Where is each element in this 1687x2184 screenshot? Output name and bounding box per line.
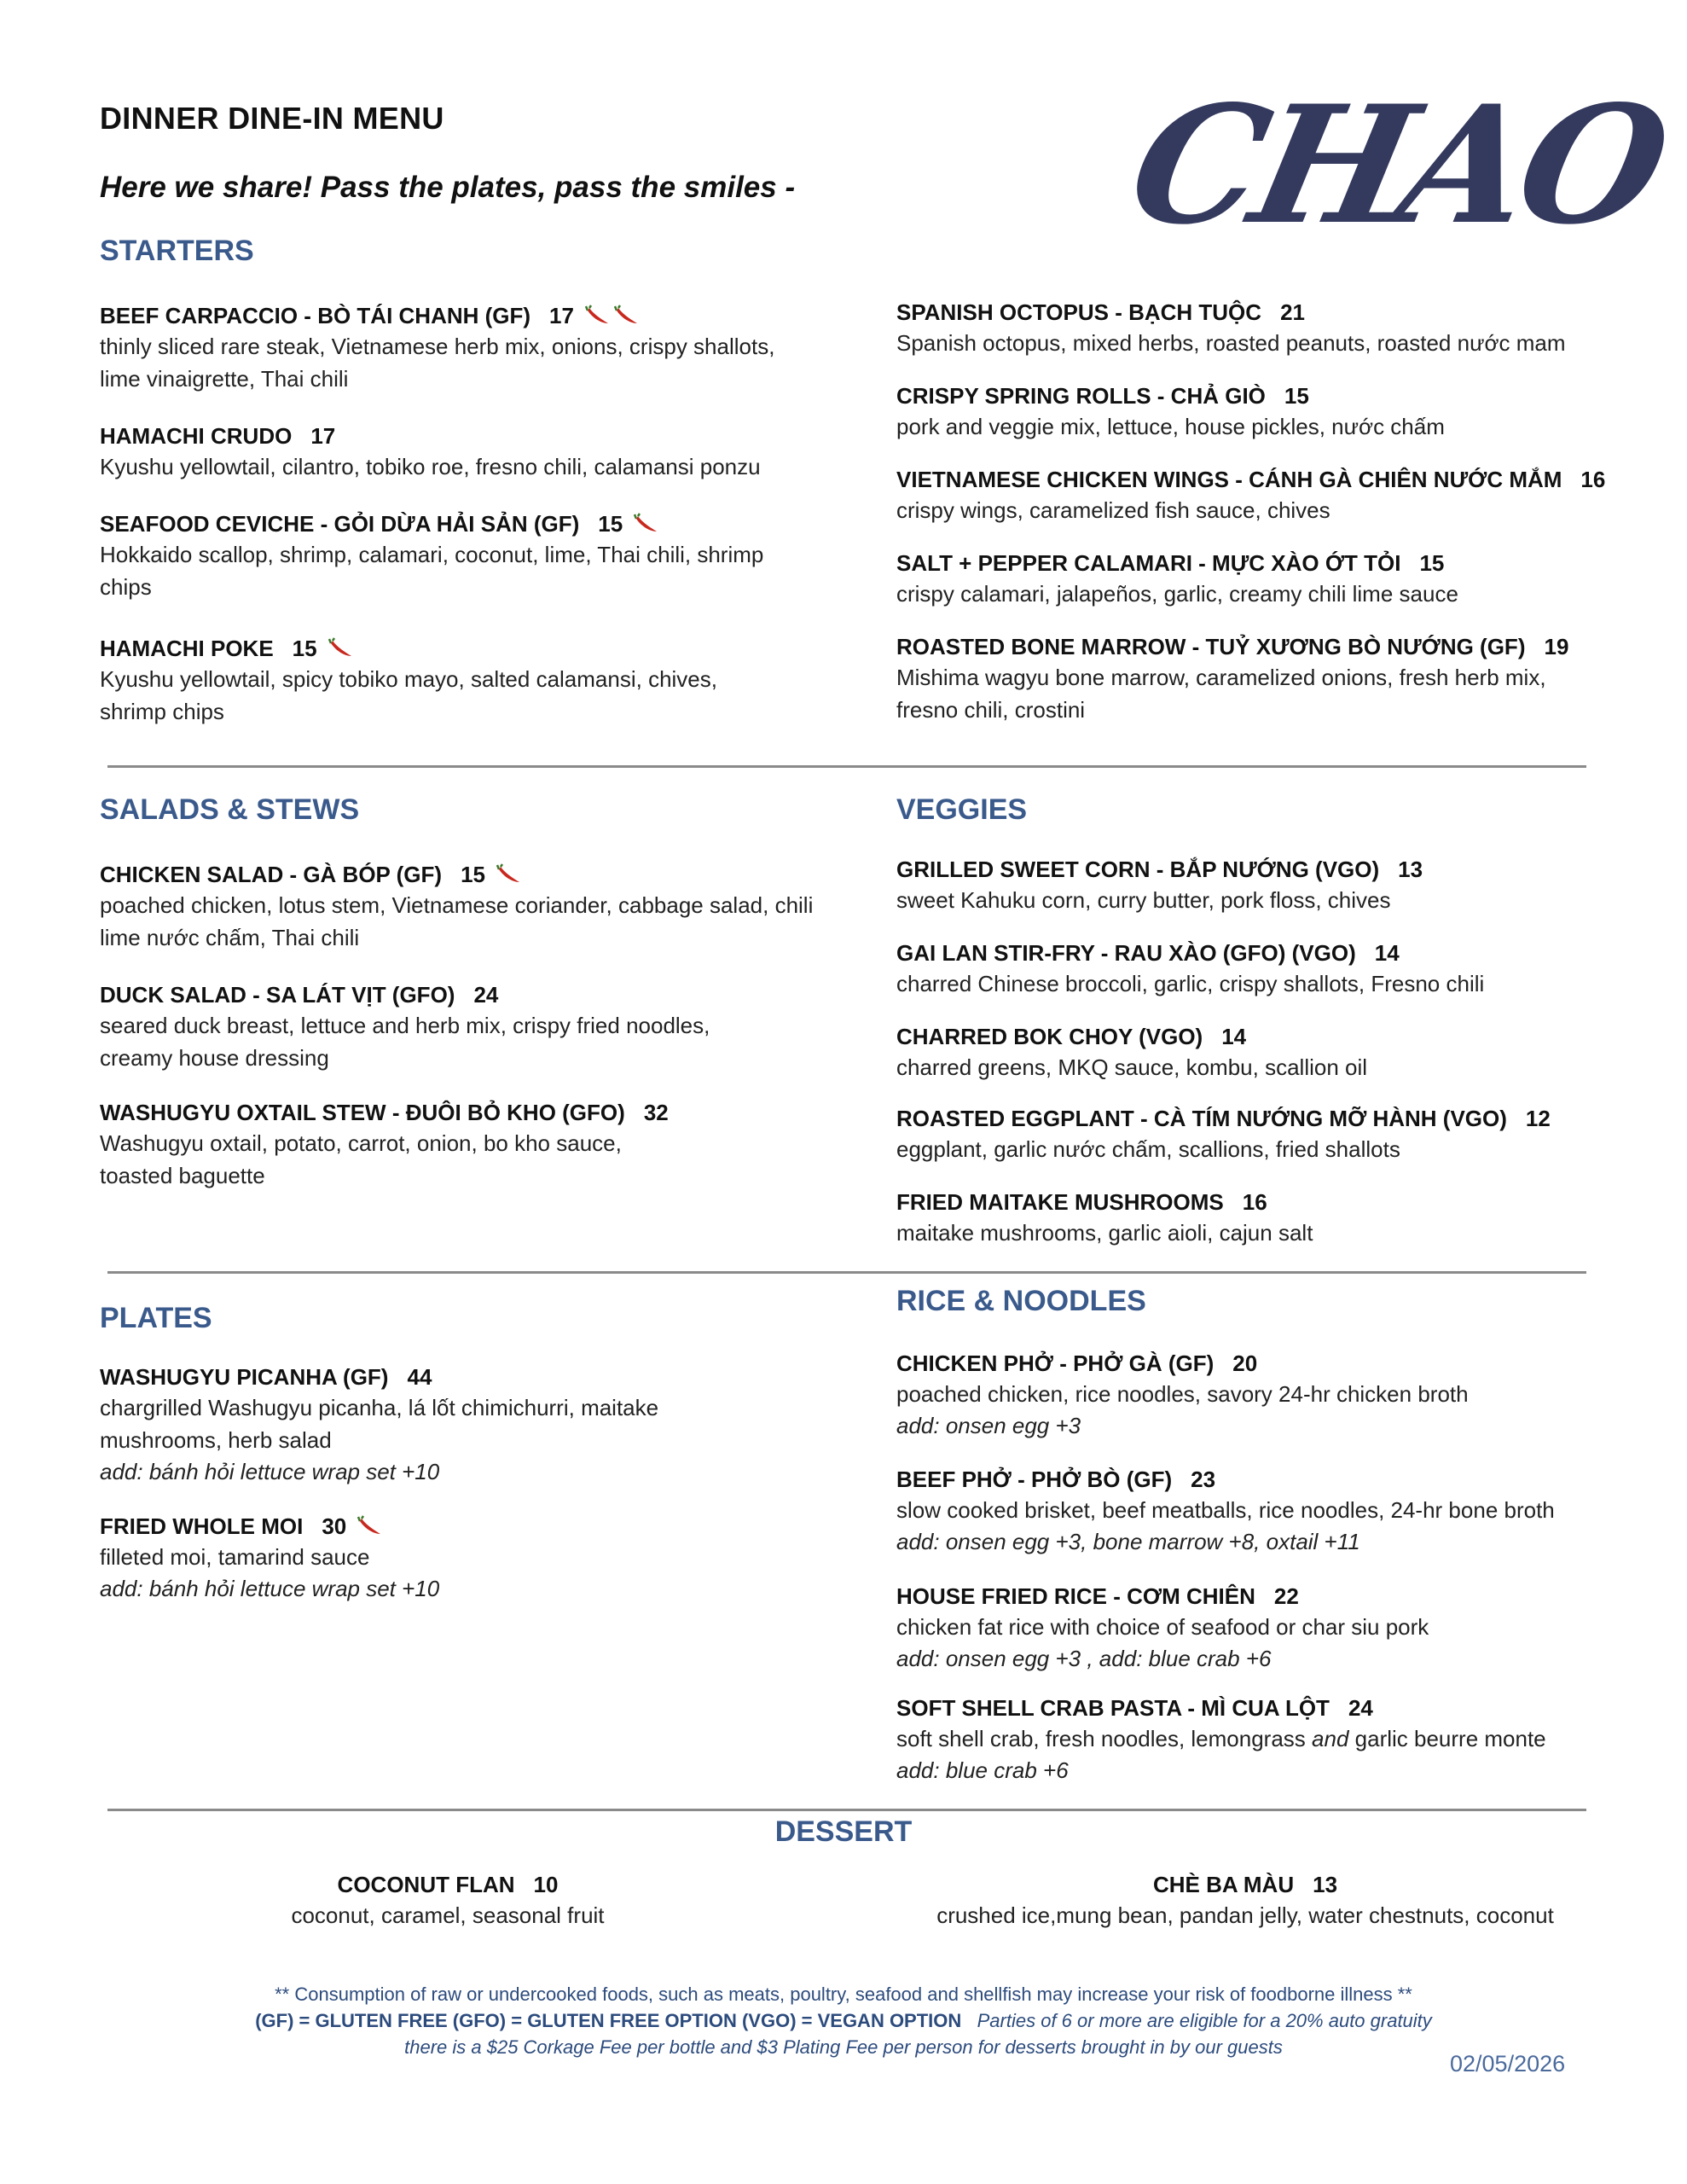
item-description: Kyushu yellowtail, cilantro, tobiko roe, fresno chili, calamansi ponzu	[100, 454, 761, 479]
item-add-on: add: bánh hỏi lettuce wrap set +10	[100, 1576, 440, 1601]
item-name: CHÈ BA MÀU	[1152, 1872, 1295, 1897]
section-divider	[107, 1809, 1586, 1811]
menu-item-chicken-pho	[896, 1349, 1647, 1441]
item-description: maitake mushrooms, garlic aioli, cajun salt	[896, 1220, 1313, 1246]
item-description: eggplant, garlic nước chấm, scallions, fried shallots	[896, 1136, 1400, 1162]
menu-item-gai-lan	[896, 938, 1647, 1000]
item-name: HOUSE FRIED RICE - CƠM CHIÊN	[896, 1583, 1255, 1609]
menu-item-whole-moi	[100, 1512, 850, 1604]
dessert-heading: DESSERT	[774, 1815, 913, 1848]
menu-item-salt-pepper-calamari	[896, 549, 1647, 610]
item-description: filleted moi, tamarind sauce	[100, 1544, 370, 1570]
menu-item-duck-salad	[100, 980, 850, 1074]
menu-item-maitake	[896, 1188, 1647, 1249]
chili-icon	[496, 863, 523, 886]
item-name: CHICKEN PHỞ - PHỞ GÀ (GF)	[896, 1350, 1215, 1376]
item-add-on: add: onsen egg +3 , add: blue crab +6	[896, 1646, 1272, 1671]
item-description: crispy wings, caramelized fish sauce, chives	[896, 497, 1330, 523]
corkage-note: there is a $25 Corkage Fee per bottle and $3 Plating Fee per person for desserts brought in by our guests	[404, 2036, 1283, 2058]
item-name: SEAFOOD CEVICHE - GỎI DỪA HẢI SẢN (GF)	[100, 511, 580, 537]
item-price: 30	[322, 1513, 347, 1539]
item-name: FRIED WHOLE MOI	[100, 1513, 304, 1539]
item-price: 13	[1313, 1872, 1338, 1897]
item-name: BEEF PHỞ - PHỞ BÒ (GF)	[896, 1467, 1173, 1492]
menu-title: DINNER DINE-IN MENU	[100, 101, 444, 136]
item-name: BEEF CARPACCIO - BÒ TÁI CHANH (GF)	[100, 303, 531, 328]
item-name: SPANISH OCTOPUS - BẠCH TUỘC	[896, 299, 1262, 325]
item-description: Spanish octopus, mixed herbs, roasted peanuts, roasted nước mam	[896, 330, 1566, 356]
menu-item-chicken-wings	[896, 465, 1647, 526]
item-name: ROASTED EGGPLANT - CÀ TÍM NƯỚNG MỠ HÀNH (VGO)	[896, 1106, 1507, 1131]
item-name-line	[100, 301, 850, 330]
item-price: 23	[1191, 1467, 1216, 1492]
menu-item-beef-carpaccio	[100, 301, 850, 395]
item-description: chargrilled Washugyu picanha, lá lốt chimichurri, maitake mushrooms, herb salad	[100, 1395, 659, 1453]
item-description: Hokkaido scallop, shrimp, calamari, coconut, lime, Thai chili, shrimp chips	[100, 542, 764, 600]
item-price: 22	[1273, 1583, 1299, 1609]
item-price: 14	[1374, 940, 1400, 966]
item-add-on: add: onsen egg +3	[896, 1413, 1081, 1438]
item-description: soft shell crab, fresh noodles, lemongrass and garlic beurre monte	[896, 1726, 1546, 1751]
chili-icon	[584, 305, 612, 327]
item-price: 15	[1284, 383, 1309, 409]
item-name: GRILLED SWEET CORN - BẮP NƯỚNG (VGO)	[896, 857, 1380, 882]
item-name: VIETNAMESE CHICKEN WINGS - CÁNH GÀ CHIÊN NƯỚC MẮM	[896, 467, 1562, 492]
item-description: charred Chinese broccoli, garlic, crispy shallots, Fresno chili	[896, 971, 1485, 996]
veggies-heading: VEGGIES	[896, 793, 1028, 826]
item-name: CHICKEN SALAD - GÀ BÓP (GF)	[100, 862, 443, 887]
item-price: 12	[1525, 1106, 1551, 1131]
item-price: 15	[1419, 550, 1445, 576]
menu-item-crab-pasta	[896, 1693, 1647, 1786]
item-add-on: add: blue crab +6	[896, 1757, 1069, 1783]
item-name: SALT + PEPPER CALAMARI - MỰC XÀO ỚT TỎI	[896, 550, 1401, 576]
menu-item-oxtail-stew	[100, 1098, 850, 1192]
item-price: 24	[473, 982, 499, 1008]
item-price: 16	[1580, 467, 1606, 492]
item-add-on: add: bánh hỏi lettuce wrap set +10	[100, 1459, 440, 1484]
item-description: Washugyu oxtail, potato, carrot, onion, bo kho sauce, toasted baguette	[100, 1130, 622, 1188]
menu-item-hamachi-poke	[100, 634, 850, 728]
item-price: 16	[1242, 1189, 1267, 1215]
menu-tagline: Here we share! Pass the plates, pass the smiles -	[100, 171, 796, 204]
item-description: crispy calamari, jalapeños, garlic, creamy chili lime sauce	[896, 581, 1458, 607]
chili-icon	[633, 513, 660, 535]
item-description: slow cooked brisket, beef meatballs, rice noodles, 24-hr bone broth	[896, 1497, 1555, 1523]
item-price: 32	[643, 1100, 669, 1125]
item-description: sweet Kahuku corn, curry butter, pork floss, chives	[896, 887, 1391, 913]
menu-item-spanish-octopus	[896, 298, 1647, 359]
chili-icon	[328, 637, 355, 659]
item-description: Mishima wagyu bone marrow, caramelized onions, fresh herb mix, fresno chili, crostini	[896, 665, 1546, 723]
chili-icon	[357, 1515, 384, 1537]
item-name: HAMACHI CRUDO	[100, 423, 293, 449]
menu-item-sweet-corn	[896, 855, 1647, 916]
section-divider	[107, 765, 1586, 768]
item-description: poached chicken, rice noodles, savory 24-hr chicken broth	[896, 1381, 1469, 1407]
salads-heading: SALADS & STEWS	[100, 793, 360, 826]
item-description: thinly sliced rare steak, Vietnamese herb mix, onions, crispy shallots, lime vinaigrette, Thai chili	[100, 334, 775, 392]
item-add-on: add: onsen egg +3, bone marrow +8, oxtail +11	[896, 1529, 1360, 1554]
starters-heading: STARTERS	[100, 235, 254, 267]
menu-item-bok-choy	[896, 1022, 1647, 1083]
item-price: 13	[1398, 857, 1423, 882]
item-price: 19	[1544, 634, 1569, 659]
gratuity-note: Parties of 6 or more are eligible for a 20% auto gratuity	[977, 2010, 1432, 2031]
menu-item-picanha	[100, 1362, 850, 1487]
menu-item-chicken-salad	[100, 860, 850, 954]
item-description: charred greens, MKQ sauce, kombu, scallion oil	[896, 1054, 1368, 1080]
item-price: 20	[1232, 1350, 1258, 1376]
chao-logo	[1115, 51, 1678, 273]
item-price: 44	[407, 1364, 432, 1390]
dietary-legend: (GF) = GLUTEN FREE (GFO) = GLUTEN FREE OPTION (VGO) = VEGAN OPTION	[255, 2010, 962, 2031]
item-price: 15	[292, 636, 317, 661]
item-name: WASHUGYU PICANHA (GF)	[100, 1364, 389, 1390]
item-name: ROASTED BONE MARROW - TUỶ XƯƠNG BÒ NƯỚNG (GF)	[896, 634, 1526, 659]
menu-date: 02/05/2026	[1450, 2051, 1566, 2077]
item-name: COCONUT FLAN	[337, 1872, 515, 1897]
plates-heading: PLATES	[100, 1302, 212, 1334]
item-price: 24	[1348, 1695, 1373, 1721]
item-name: DUCK SALAD - SA LÁT VỊT (GFO)	[100, 982, 455, 1008]
item-price: 21	[1280, 299, 1305, 325]
item-name: WASHUGYU OXTAIL STEW - ĐUÔI BỎ KHO (GFO)	[100, 1100, 625, 1125]
item-name: SOFT SHELL CRAB PASTA - MÌ CUA LỘT	[896, 1695, 1330, 1721]
item-description: poached chicken, lotus stem, Vietnamese coriander, cabbage salad, chili lime nước chấm, Thai chili	[100, 892, 814, 950]
item-price: 15	[598, 511, 623, 537]
menu-item-fried-rice	[896, 1582, 1647, 1674]
item-name: GAI LAN STIR-FRY - RAU XÀO (GFO) (VGO)	[896, 940, 1356, 966]
item-name: CHARRED BOK CHOY (VGO)	[896, 1024, 1203, 1049]
menu-item-bone-marrow	[896, 632, 1647, 726]
menu-item-hamachi-crudo	[100, 421, 850, 483]
section-divider	[107, 1271, 1586, 1274]
menu-item-eggplant	[896, 1104, 1647, 1165]
item-description: pork and veggie mix, lettuce, house pickles, nước chấm	[896, 414, 1445, 439]
item-name: CRISPY SPRING ROLLS - CHẢ GIÒ	[896, 383, 1266, 409]
item-name: FRIED MAITAKE MUSHROOMS	[896, 1189, 1224, 1215]
item-price: 15	[461, 862, 485, 887]
item-price: 10	[533, 1872, 559, 1897]
item-price: 14	[1221, 1024, 1247, 1049]
dessert-item-coconut-flan	[124, 1870, 772, 1931]
item-description: Kyushu yellowtail, spicy tobiko mayo, salted calamansi, chives, shrimp chips	[100, 666, 717, 724]
item-description: crushed ice,mung bean, pandan jelly, water chestnuts, coconut	[936, 1902, 1554, 1928]
chili-icon	[613, 305, 641, 327]
menu-item-seafood-ceviche	[100, 509, 850, 603]
menu-item-crispy-spring-rolls	[896, 381, 1647, 443]
logo-text: CHAO	[1115, 70, 1678, 261]
dessert-item-che-ba-mau	[921, 1870, 1569, 1931]
item-description: coconut, caramel, seasonal fruit	[291, 1902, 605, 1928]
item-description: chicken fat rice with choice of seafood or char siu pork	[896, 1614, 1429, 1640]
dietary-legend-line	[0, 2008, 1687, 2034]
rice-noodles-heading: RICE & NOODLES	[896, 1285, 1146, 1317]
item-price: 17	[549, 303, 574, 328]
item-name: HAMACHI POKE	[100, 636, 274, 661]
foodborne-warning: ** Consumption of raw or undercooked foods, such as meats, poultry, seafood and shellfish may increase your risk of foodborne illness **	[275, 1984, 1412, 2005]
item-description: seared duck breast, lettuce and herb mix, crispy fried noodles, creamy house dressing	[100, 1013, 710, 1071]
menu-item-beef-pho	[896, 1465, 1647, 1557]
item-price: 17	[310, 423, 336, 449]
